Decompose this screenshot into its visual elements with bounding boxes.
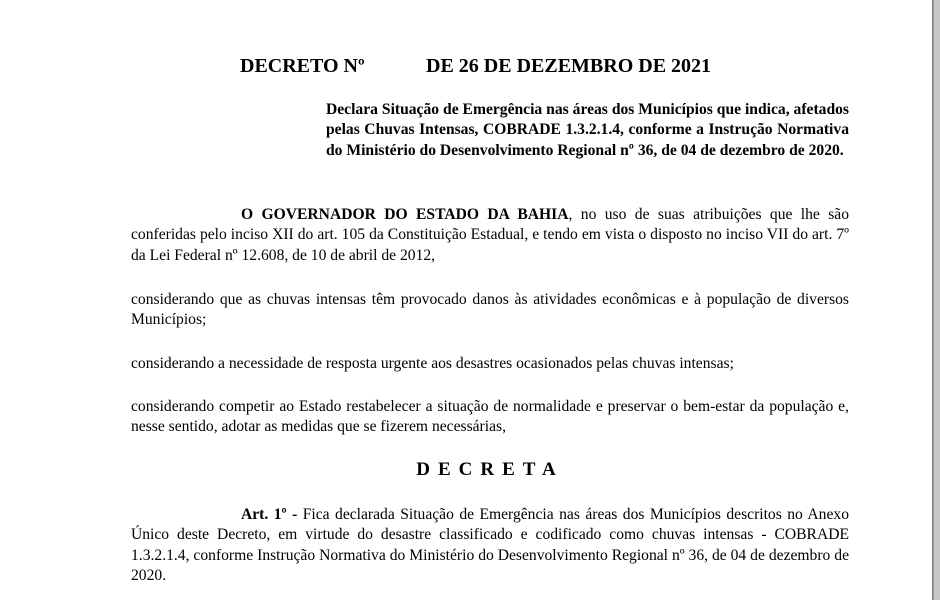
decree-date: DE 26 DE DEZEMBRO DE 2021	[426, 55, 712, 77]
decree-summary: Declara Situação de Emergência nas áreas dos Municípios que indica, afetados pelas Chuvas Intensas, COBRADE 1.3.2.1.4, conforme a Instrução Normativa do Ministério do Desenvolvimento Regional nº 36, de 04 de dezembro de 2020.	[326, 101, 849, 159]
governor-heading: O GOVERNADOR DO ESTADO DA BAHIA	[241, 206, 569, 223]
decreta-heading: DECRETA	[416, 459, 564, 480]
article-1-text: Fica declarada Situação de Emergência nas áreas dos Municípios descritos no Anexo Único deste Decreto, em virtude do desastre classificado e codificado como chuvas intensas - COBRADE 1.3.2.1.4, conforme Instrução Normativa do Ministério do Desenvolvimento Regional nº 36, de 04 de dezembro de 2020.	[131, 506, 849, 584]
preamble-paragraph	[131, 205, 849, 266]
article-1-paragraph	[131, 505, 849, 586]
considering-paragraph-3: considerando competir ao Estado restabelecer a situação de normalidade e preservar o bem-estar da população e, nesse sentido, adotar as medidas que se fizerem necessárias,	[131, 398, 849, 436]
preamble-text: , no uso de suas atribuições que lhe são conferidas pelo inciso XII do art. 105 da Constituição Estadual, e tendo em vista o disposto no inciso VII do art. 7º da Lei Federal nº 12.608, de 10 de abril de 2012,	[131, 206, 850, 264]
considering-paragraph-1: considerando que as chuvas intensas têm provocado danos às atividades econômicas e à população de diversos Municípios;	[131, 291, 849, 329]
considering-paragraph-2: considerando a necessidade de resposta urgente aos desastres ocasionados pelas chuvas intensas;	[131, 355, 734, 372]
article-1-label: Art. 1º -	[241, 506, 298, 523]
decree-title	[240, 55, 711, 78]
window-edge	[933, 0, 940, 600]
decree-number-label: DECRETO Nº	[240, 55, 365, 77]
